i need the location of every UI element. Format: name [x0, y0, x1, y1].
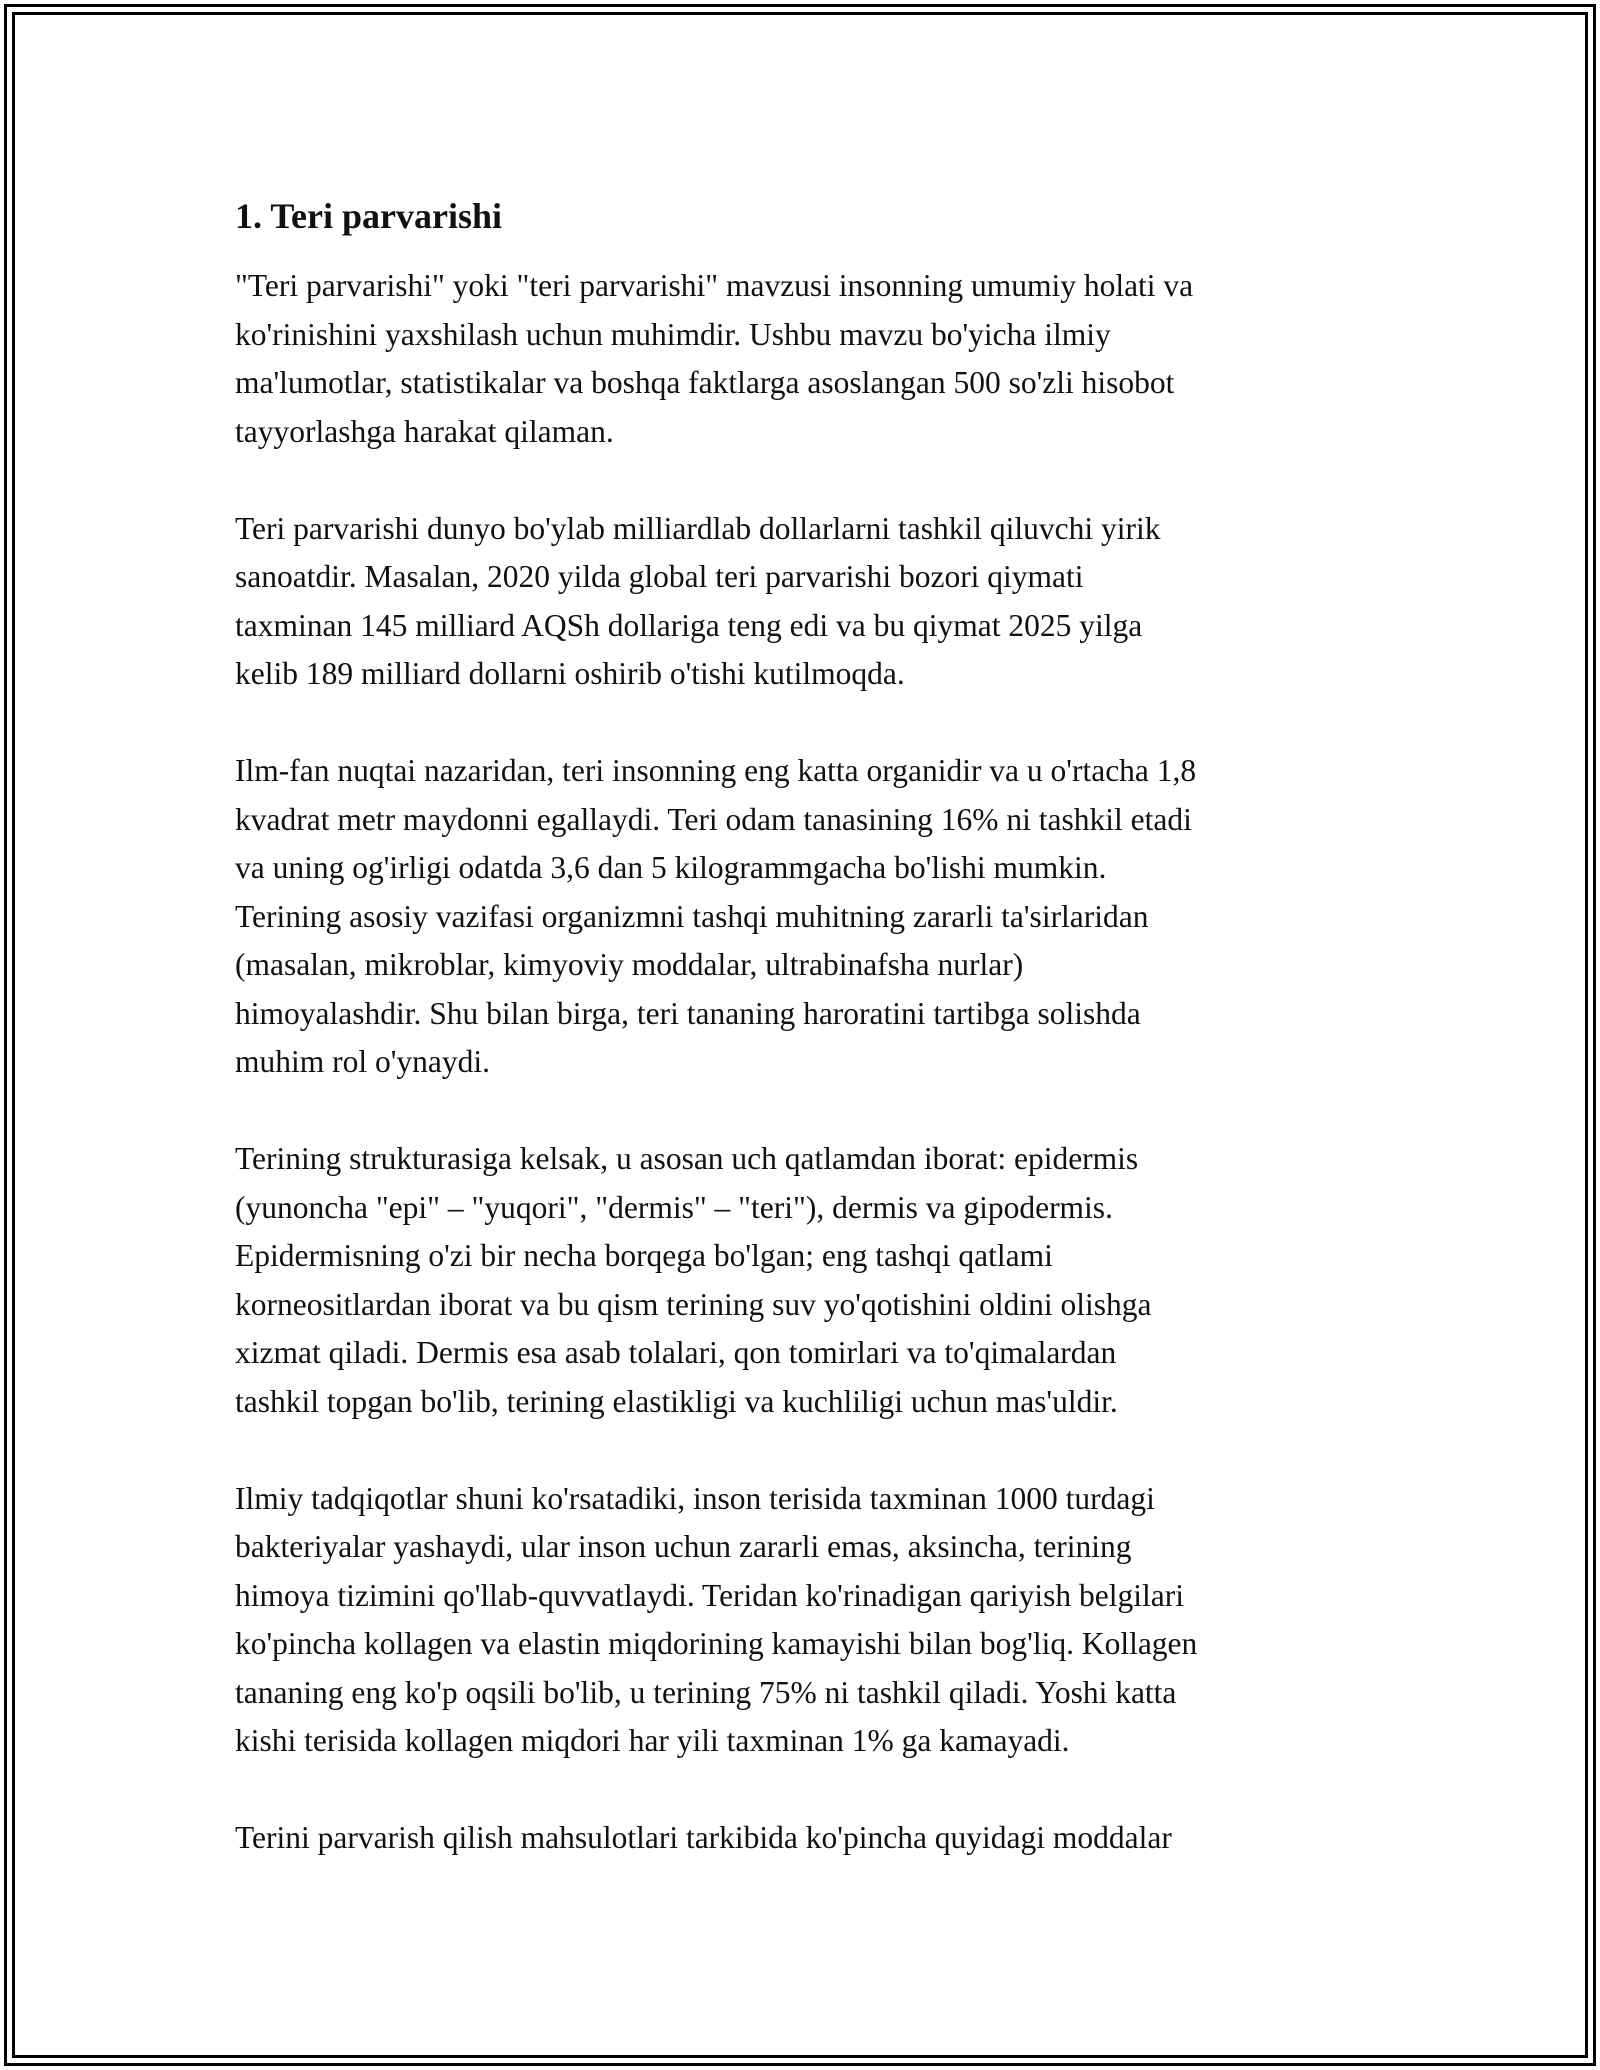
- text-line: sanoatdir. Masalan, 2020 yilda global teri parvarishi bozori qiymati: [235, 559, 1084, 594]
- text-line: Ilmiy tadqiqotlar shuni ko'rsatadiki, inson terisida taxminan 1000 turdagi: [235, 1480, 1155, 1516]
- paragraph: [235, 1135, 1365, 1426]
- document-title: 1. Teri parvarishi: [235, 196, 503, 236]
- text-line: tashkil topgan bo'lib, terining elastikligi va kuchliligi uchun mas'uldir.: [235, 1383, 1118, 1419]
- text-line: va uning og'irligi odatda 3,6 dan 5 kilogrammgacha bo'lishi mumkin.: [235, 850, 1107, 885]
- text-line: xizmat qiladi. Dermis esa asab tolalari, qon tomirlari va to'qimalardan: [235, 1335, 1117, 1370]
- paragraph: [235, 505, 1365, 699]
- text-line: kvadrat metr maydonni egallaydi. Teri odam tanasining 16% ni tashkil etadi: [235, 801, 1192, 837]
- text-line: ko'pincha kollagen va elastin miqdorining kamayishi bilan bog'liq. Kollagen: [235, 1626, 1198, 1661]
- text-line: Terining asosiy vazifasi organizmni tashqi muhitning zararli ta'sirlaridan: [235, 898, 1149, 934]
- document-body: [235, 190, 1365, 1911]
- text-line: kishi terisida kollagen miqdori har yili taxminan 1% ga kamayadi.: [235, 1723, 1070, 1758]
- text-line: tananing eng ko'p oqsili bo'lib, u terining 75% ni tashkil qiladi. Yoshi katta: [235, 1674, 1177, 1710]
- text-line: taxminan 145 milliard AQSh dollariga teng edi va bu qiymat 2025 yilga: [235, 607, 1143, 643]
- text-line: Epidermisning o'zi bir necha borqega bo'lgan; eng tashqi qatlami: [235, 1238, 1053, 1273]
- text-line: tayyorlashga harakat qilaman.: [235, 413, 614, 449]
- text-line: Teri parvarishi dunyo bo'ylab milliardlab dollarlarni tashkil qiluvchi yirik: [235, 510, 1161, 546]
- text-line: (yunoncha "epi" – "yuqori", "dermis" – "teri"), dermis va gipodermis.: [235, 1189, 1113, 1225]
- text-line: Ilm-fan nuqtai nazaridan, teri insonning eng katta organidir va u o'rtacha 1,8: [235, 753, 1197, 788]
- paragraph: [235, 747, 1365, 1087]
- paragraph: [235, 1814, 1365, 1863]
- text-line: himoya tizimini qo'llab-quvvatlaydi. Teridan ko'rinadigan qariyish belgilari: [235, 1577, 1184, 1613]
- text-line: bakteriyalar yashaydi, ular inson uchun zararli emas, aksincha, terining: [235, 1529, 1132, 1564]
- text-line: muhim rol o'ynaydi.: [235, 1044, 491, 1079]
- text-line: korneositlardan iborat va bu qism terining suv yo'qotishini oldini olishga: [235, 1286, 1152, 1322]
- text-line: (masalan, mikroblar, kimyoviy moddalar, ultrabinafsha nurlar): [235, 947, 1024, 982]
- paragraph: [235, 1475, 1365, 1766]
- text-line: ma'lumotlar, statistikalar va boshqa faktlarga asoslangan 500 so'zli hisobot: [235, 365, 1175, 400]
- text-line: Terining strukturasiga kelsak, u asosan uch qatlamdan iborat: epidermis: [235, 1141, 1139, 1176]
- text-line: "Teri parvarishi" yoki "teri parvarishi" mavzusi insonning umumiy holati va: [235, 268, 1194, 303]
- text-line: kelib 189 milliard dollarni oshirib o'tishi kutilmoqda.: [235, 656, 905, 691]
- paragraph: [235, 262, 1365, 456]
- paragraph-list: [235, 262, 1365, 1863]
- text-line: himoyalashdir. Shu bilan birga, teri tananing haroratini tartibga solishda: [235, 995, 1141, 1031]
- text-line: ko'rinishini yaxshilash uchun muhimdir. Ushbu mavzu bo'yicha ilmiy: [235, 316, 1111, 352]
- text-line: Terini parvarish qilish mahsulotlari tarkibida ko'pincha quyidagi moddalar: [235, 1820, 1172, 1855]
